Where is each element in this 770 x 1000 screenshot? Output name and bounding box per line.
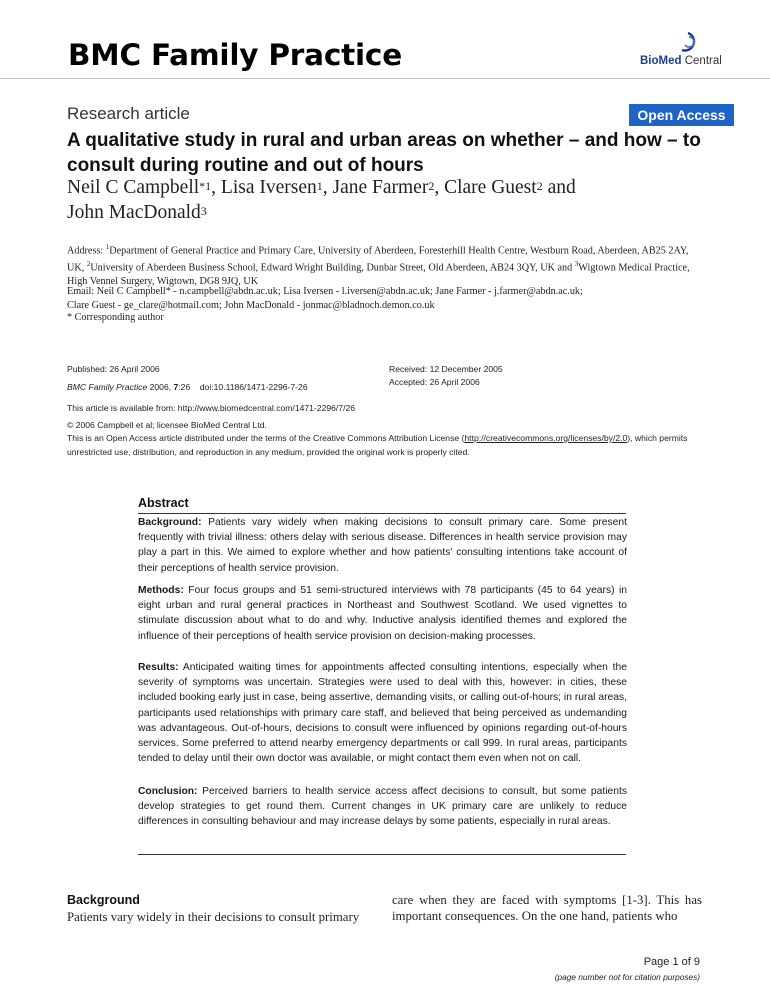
abstract-background: Background: Patients vary widely when making decisions to consult primary care. Some present frequently with trivial illness: others delay with serious disease. Differences in health service provision may play a part in this. We aimed to explore whether and how patients' consulting intentions take account of their perceptions of health service provision. xyxy=(138,517,627,574)
abstract-results: Results: Anticipated waiting times for appointments affected consulting intentions, especially when the severity of symptoms was uncertain. Strategies were used to deal with this, however: in cities, these included booking early just in case, being assertive, demanding visits, or calling out-of-hours; in rural areas, participants used relationships with primary care staff, and believed that being perceived as undemanding was advantageous. Out-of-hours, decisions to consult were influenced by opinions regarding out-of-hours services. Some preferred to attend nearby emergency departments or call 999. In rural areas, participants tended to delay until their own doctor was available, or might contact them even when not on call. xyxy=(138,662,627,765)
abstract-methods: Methods: Four focus groups and 51 semi-structured interviews with 78 participants (45 to 64 years) in eight urban and rural general practices in Northeast and Southwest Scotland. We used vignettes to stimulate discussion about what to do and why. Inductive analysis identified themes and explored the influence of their perceptions of health service provision on decision-making processes. xyxy=(138,585,627,642)
body-column-left: Patients vary widely in their decisions to consult primary xyxy=(67,910,360,924)
email-line[interactable]: Email: Neil C Campbell* - n.campbell@abdn.ac.uk; Lisa Iversen - l.iversen@abdn.ac.uk; Jane Farmer - j.farmer@abdn.ac.uk; xyxy=(67,286,583,297)
license-link[interactable]: http://creativecommons.org/licenses/by/2.0 xyxy=(464,433,628,443)
abstract-conclusion: Conclusion: Perceived barriers to health service access affect decisions to consult, but some patients develop strategies to get round them. Current changes in UK primary care are unlikely to reduce differences in consulting behaviour and may increase delays by some patients, especially in rural areas. xyxy=(138,786,627,828)
open-access-badge[interactable]: Open Access xyxy=(629,104,734,126)
author-name: John MacDonald xyxy=(67,202,201,223)
author-affiliation: 1 xyxy=(316,179,323,193)
article-url[interactable]: This article is available from: http://www.biomedcentral.com/1471-2296/7/26 xyxy=(67,403,356,413)
abstract-top-rule xyxy=(138,513,626,514)
copyright: © 2006 Campbell et al; licensee BioMed Central Ltd. xyxy=(67,420,267,430)
author-affiliation: 2 xyxy=(536,179,543,193)
publisher-name: BioMed Central xyxy=(640,55,722,67)
affiliation-address: Address: $^1$Department of General Practice and Primary Care, University of Aberdeen, Foresterhill Health Centre, Westburn Road, Aberdeen, AB25 2AY, UK, $^2$University of Aberdeen Business School, Edward Wright Building, Dunbar Street, Old Aberdeen, AB24 3QY, UK and $^3$Wigtown Medical Practice, High Vennel Surgery, Wigtown, DG8 9JQ, UK xyxy=(67,243,690,287)
accepted-date: Accepted: 26 April 2006 xyxy=(389,377,480,387)
author-name: Neil C Campbell xyxy=(67,177,200,198)
author-name: Jane Farmer xyxy=(332,177,429,198)
corresponding-author-note: * Corresponding author xyxy=(67,312,164,323)
author-name: Lisa Iversen xyxy=(220,177,317,198)
author-list: Neil C Campbell$^{*1}$, Lisa Iversen$^1$, Jane Farmer$^2$, Clare Guest$^2$ and John MacDonald$^3$ xyxy=(67,177,576,223)
abstract-heading: Abstract xyxy=(138,496,189,510)
section-heading-background: Background xyxy=(67,893,140,907)
published-date: Published: 26 April 2006 xyxy=(67,364,160,374)
journal-title: BMC Family Practice xyxy=(68,38,403,72)
header-divider xyxy=(0,78,770,79)
author-name: Clare Guest xyxy=(444,177,537,198)
biomed-logo-icon xyxy=(668,30,708,56)
page-number: Page 1 of 9 xyxy=(643,956,700,968)
author-affiliation: *1 xyxy=(199,179,212,193)
article-title: A qualitative study in rural and urban areas on whether – and how – to consult during routine and out of hours xyxy=(67,130,701,176)
received-date: Received: 12 December 2005 xyxy=(389,364,503,374)
license-statement: This is an Open Access article distributed under the terms of the Creative Commons Attribution License (http://creativecommons.org/licenses/by/2.0), which permits unrestricted use, distribution, and reproduction in any medium, provided the original work is properly cited. xyxy=(67,433,688,457)
biomed-central-logo[interactable] xyxy=(640,30,732,70)
page-number-note: (page number not for citation purposes) xyxy=(554,972,700,982)
abstract-bottom-rule xyxy=(138,854,626,855)
author-affiliation: 2 xyxy=(428,179,435,193)
article-type: Research article xyxy=(67,104,190,123)
author-emails xyxy=(67,285,707,312)
body-column-right: care when they are faced with symptoms [1-3]. This has important consequences. On the one hand, patients who xyxy=(392,893,702,923)
author-affiliation: 3 xyxy=(200,204,207,218)
email-line[interactable]: Clare Guest - ge_clare@hotmail.com; John MacDonald - jonmac@bladnoch.demon.co.uk xyxy=(67,299,435,311)
citation: BMC Family Practice 2006, 7:26 doi:10.1186/1471-2296-7-26 xyxy=(67,382,308,392)
